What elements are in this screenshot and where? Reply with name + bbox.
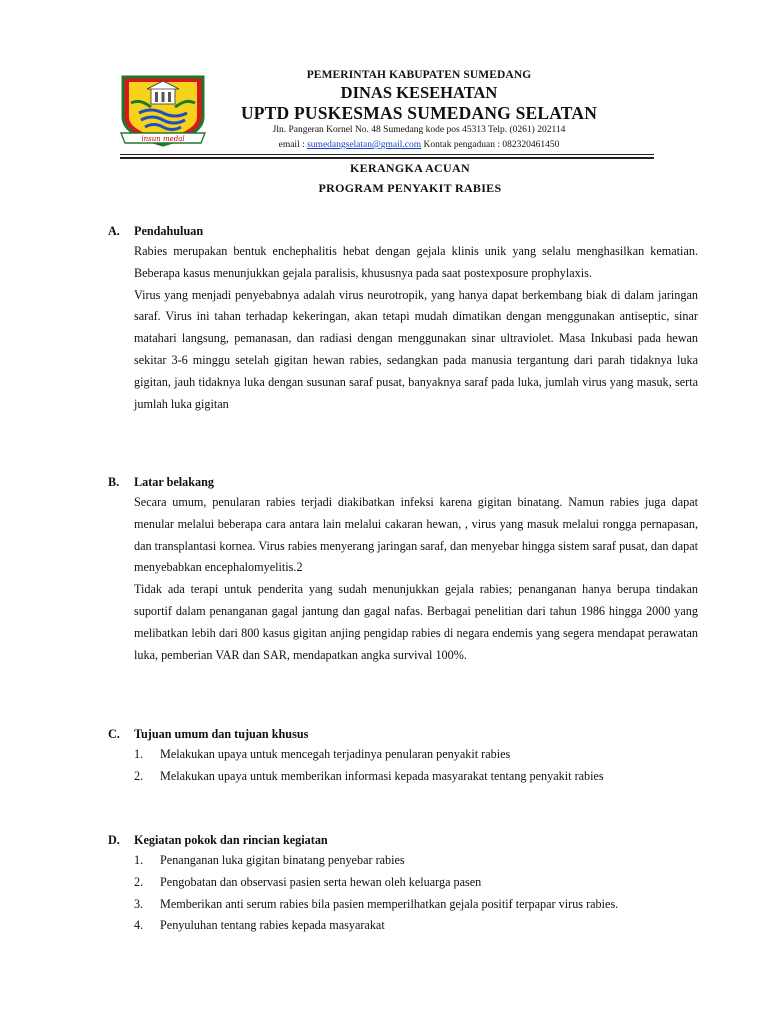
letterhead-department: DINAS KESEHATAN <box>340 83 498 102</box>
section-c <box>108 724 698 788</box>
list-item: 3. Memberikan anti serum rabies bila pasien memperilhatkan gejala positif terpapar virus rabies. <box>134 896 619 911</box>
objectives-list <box>134 744 698 788</box>
document-subtitle: PROGRAM PENYAKIT RABIES <box>318 181 502 195</box>
letterhead-divider-thick <box>120 157 654 159</box>
section-a <box>108 221 698 415</box>
paragraph: Virus yang menjadi penyebabnya adalah virus neurotropik, yang hanya dapat berkembang biak di dalam jaringan saraf. Virus ini tahan terhadap kekeringan, akan tetapi mudah dimatikan dengan menggunakan antiseptic, sinar matahari langsung, pemanasan, dan radiasi dengan menggunakan sinar ultraviolet. Masa Inkubasi pada hewan sekitar 3-6 minggu setelah gigitan hewan rabies, sedangkan pada manusia tergantung dari parah tidaknya luka gigitan, jauh tidaknya luka dengan susunan saraf pusat, banyaknya saraf pada luka, jumlah virus yang masuk, serta jumlah luka gigitan <box>134 287 698 411</box>
svg-text:insun medal: insun medal <box>141 135 185 143</box>
section-heading: D. Kegiatan pokok dan rincian kegiatan <box>108 833 328 847</box>
section-heading: C. Tujuan umum dan tujuan khusus <box>108 727 309 741</box>
paragraph: Secara umum, penularan rabies terjadi diakibatkan infeksi karena gigitan binatang. Namun rabies juga dapat menular melalui beberapa cara antara lain melalui cakaran hewan, , virus yang masuk melalui rongga pernapasan, dan transplantasi kornea. Virus rabies menyerang jaringan saraf, dan menyebar hingga sistem saraf pusat, dan dapat menyebabkan encephalomyelitis.2 <box>134 495 698 575</box>
list-item: 2. Pengobatan dan observasi pasien serta hewan oleh keluarga pasen <box>134 874 482 889</box>
list-item: 1. Melakukan upaya untuk mencegah terjadinya penularan penyakit rabies <box>134 747 511 761</box>
letterhead-address: Jln. Pangeran Kornel No. 48 Sumedang kode pos 45313 Telp. (0261) 202114 <box>272 125 566 135</box>
section-heading: B. Latar belakang <box>108 475 215 489</box>
letterhead-institution: UPTD PUSKESMAS SUMEDANG SELATAN <box>240 103 598 123</box>
activities-list <box>134 850 698 937</box>
section-heading: A. Pendahuluan <box>108 224 204 238</box>
email-label: email : <box>278 140 308 150</box>
letterhead-contact <box>230 140 608 150</box>
letterhead-government: PEMERINTAH KABUPATEN SUMEDANG <box>306 69 532 81</box>
document-title: KERANGKA ACUAN <box>350 161 470 175</box>
letterhead-divider <box>120 154 654 155</box>
section-b <box>108 472 698 666</box>
list-item: 2. Melakukan upaya untuk memberikan informasi kepada masyarakat tentang penyakit rabies <box>134 768 604 783</box>
section-d <box>108 830 698 937</box>
list-item: 1. Penanganan luka gigitan binatang penyebar rabies <box>134 853 405 867</box>
complaint-contact: Kontak pengaduan : 082320461450 <box>421 140 560 150</box>
list-item: 4. Penyuluhan tentang rabies kepada masyarakat <box>134 918 385 933</box>
email-link[interactable]: sumedangselatan@gmail.com <box>307 140 422 150</box>
paragraph: Rabies merupakan bentuk enchephalitis hebat dengan gejala klinis unik yang selalu menghasilkan kematian. Beberapa kasus menunjukkan gejala paralisis, khususnya pada saat postexposure prophylaxis. <box>134 244 698 280</box>
paragraph: Tidak ada terapi untuk penderita yang sudah menunjukkan gejala rabies; penanganan hanya berupa tindakan suportif dalam penanganan gagal jantung dan gagal nafas. Berbagai penelitian dari tahun 1986 hingga 2000 yang melibatkan lebih dari 800 kasus gigitan anjing pengidap rabies di negara endemis yang segera mendapat perawatan luka, pemberian VAR dan SAR, mendapatkan angka survival 100%. <box>134 582 698 662</box>
sumedang-regency-logo <box>117 73 209 151</box>
